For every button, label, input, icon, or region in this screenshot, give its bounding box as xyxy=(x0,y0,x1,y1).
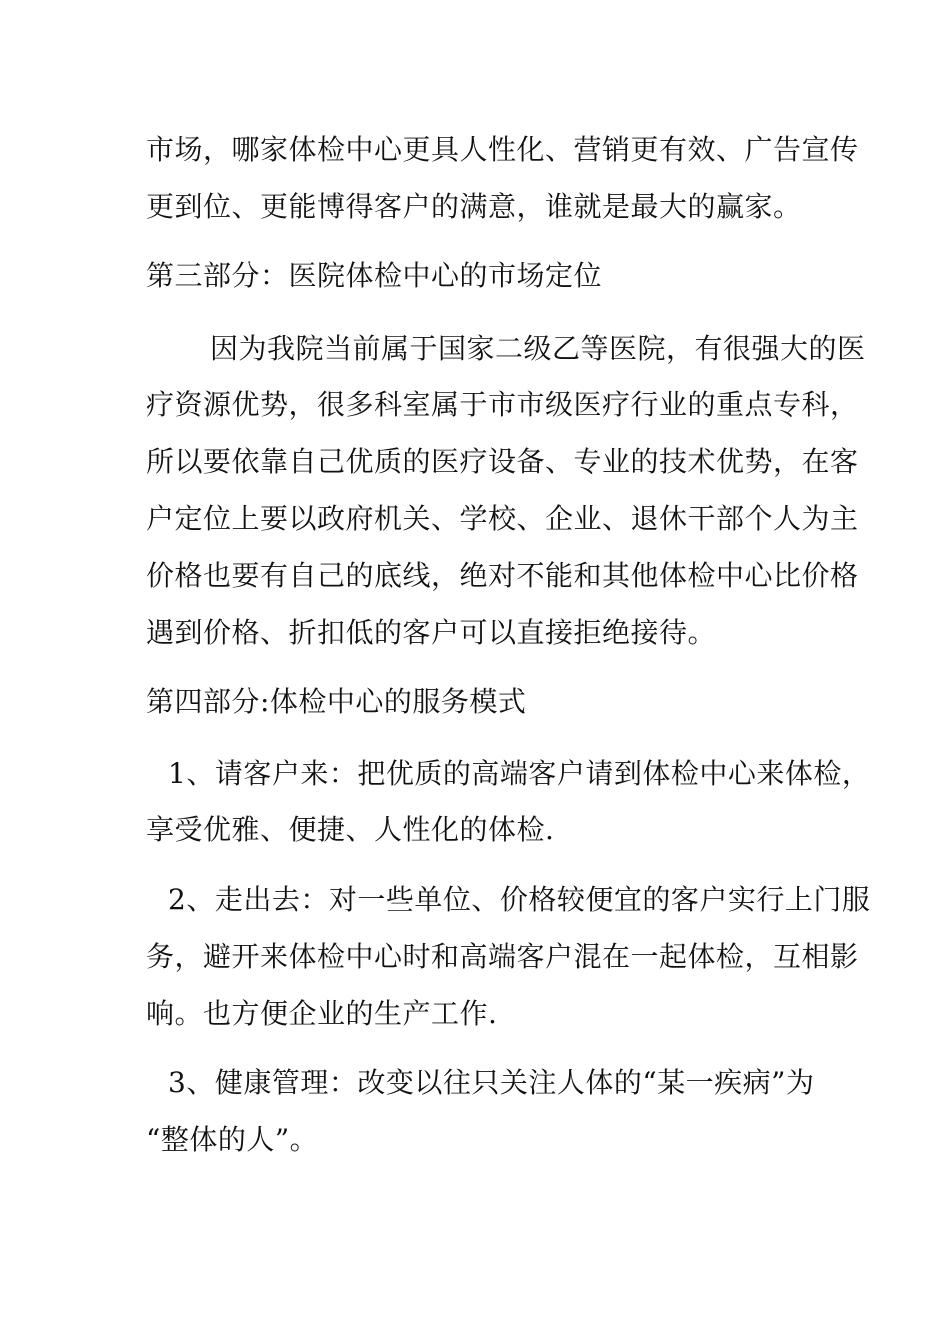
section-heading: 第三部分：医院体检中心的市场定位 xyxy=(146,259,603,292)
paragraph-line: 所以要依靠自己优质的医疗设备、专业的技术优势，在客 xyxy=(146,445,859,478)
paragraph-line: 更到位、更能博得客户的满意，谁就是最大的赢家。 xyxy=(146,190,802,223)
list-item-line: 2、走出去：对一些单位、价格较便宜的客户实行上门服 xyxy=(168,883,871,916)
list-item-line: 务，避开来体检中心时和高端客户混在一起体检，互相影 xyxy=(146,940,859,973)
paragraph-line: 遇到价格、折扣低的客户可以直接拒绝接待。 xyxy=(146,616,717,649)
list-item-line: 1、请客户来：把优质的高端客户请到体检中心来体检， xyxy=(168,757,871,790)
paragraph-line: 疗资源优势，很多科室属于市市级医疗行业的重点专科， xyxy=(146,388,859,421)
list-item-line: 享受优雅、便捷、人性化的体检. xyxy=(146,813,555,846)
paragraph-line: 价格也要有自己的底线，绝对不能和其他体检中心比价格 xyxy=(146,559,859,592)
paragraph-line: 户定位上要以政府机关、学校、企业、退休干部个人为主 xyxy=(146,502,859,535)
paragraph-line: 因为我院当前属于国家二级乙等医院，有很强大的医 xyxy=(210,332,866,365)
paragraph-line: 市场，哪家体检中心更具人性化、营销更有效、广告宣传 xyxy=(146,133,859,166)
list-item-line: 3、健康管理：改变以往只关注人体的“某一疾病”为 xyxy=(168,1066,815,1099)
list-item-line: “整体的人”。 xyxy=(146,1123,319,1156)
section-heading: 第四部分:体检中心的服务模式 xyxy=(146,685,527,718)
list-item-line: 响。也方便企业的生产工作. xyxy=(146,997,498,1030)
